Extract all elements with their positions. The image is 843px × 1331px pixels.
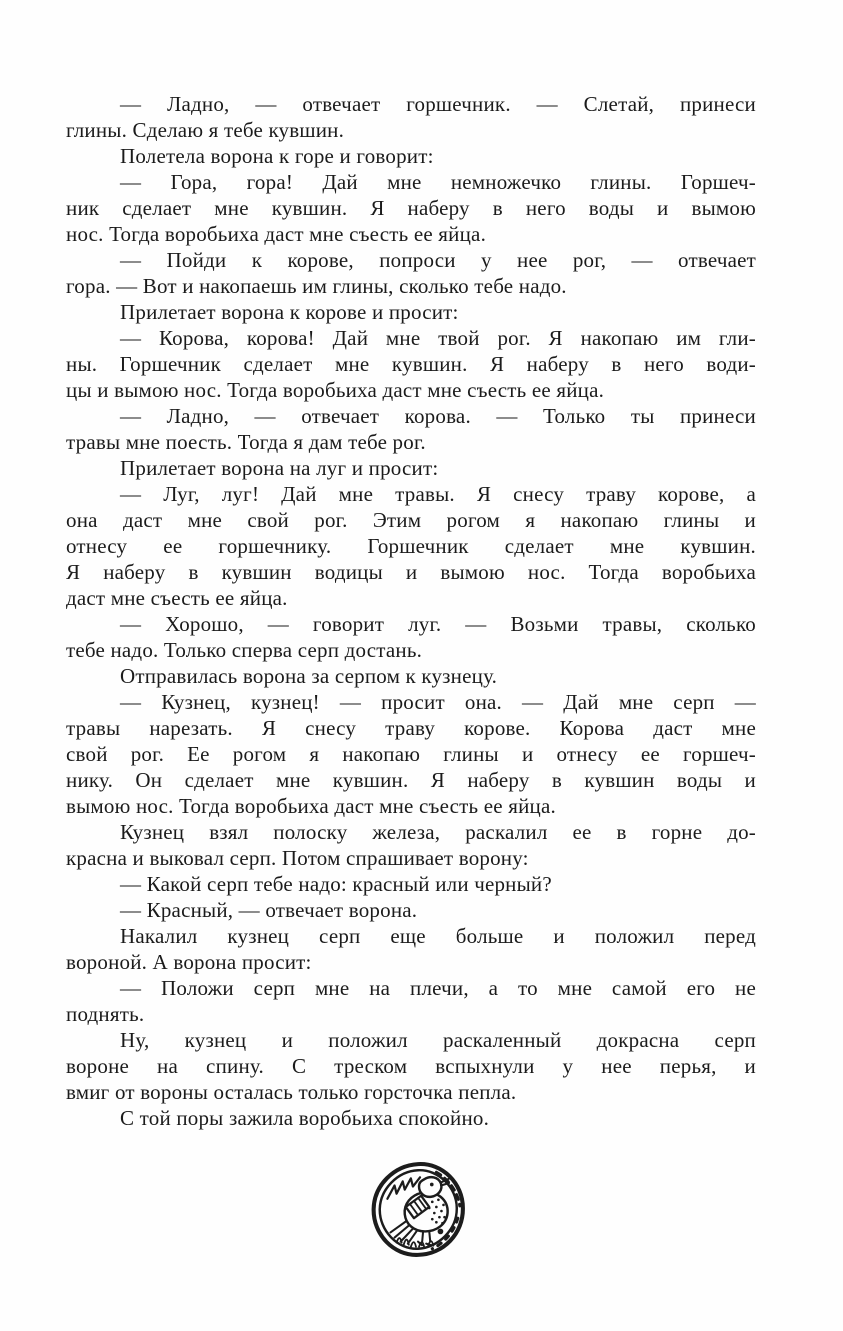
story-text — [66, 91, 756, 1131]
text-line: свой рог. Ее рогом я накопаю глины и отнесу ее горшеч- — [66, 742, 756, 766]
text-line: ны. Горшечник сделает мне кувшин. Я наберу в него води- — [66, 352, 756, 376]
text-line: — Кузнец, кузнец! — просит она. — Дай мне серп — — [120, 690, 756, 714]
text-line: — Красный, — отвечает ворона. — [120, 898, 418, 922]
text-line: — Корова, корова! Дай мне твой рог. Я накопаю им гли- — [120, 326, 756, 350]
text-line: Накалил кузнец серп еще больше и положил перед — [120, 924, 756, 948]
text-line: она даст мне свой рог. Этим рогом я накопаю глины и — [66, 508, 756, 532]
text-line: глины. Сделаю я тебе кувшин. — [66, 118, 345, 142]
text-line: красна и выковал серп. Потом спрашивает ворону: — [66, 846, 529, 870]
text-line: Отправилась ворона за серпом к кузнецу. — [120, 664, 498, 688]
text-line: вмиг от вороны осталась только горсточка пепла. — [66, 1080, 517, 1104]
text-line: — Какой серп тебе надо: красный или черный? — [120, 872, 552, 896]
text-line: травы нарезать. Я снесу траву корове. Корова даст мне — [66, 716, 756, 740]
text-line: Кузнец взял полоску железа, раскалил ее в горне до- — [120, 820, 756, 844]
text-line: нос. Тогда воробьиха даст мне съесть ее яйца. — [66, 222, 487, 246]
text-line: поднять. — [66, 1002, 145, 1026]
text-line: — Хорошо, — говорит луг. — Возьми травы, сколько — [120, 612, 756, 636]
text-line: даст мне съесть ее яйца. — [66, 586, 288, 610]
sparrow-stamp-icon — [367, 1158, 469, 1262]
text-line: Я наберу в кувшин водицы и вымою нос. Тогда воробьиха — [66, 560, 756, 584]
text-line: нику. Он сделает мне кувшин. Я наберу в кувшин воды и — [66, 768, 756, 792]
text-line: вороне на спину. С треском вспыхнули у нее перья, и — [66, 1054, 756, 1078]
bird-stamp-illustration — [367, 1158, 469, 1262]
text-line: вороной. А ворона просит: — [66, 950, 312, 974]
text-line: — Ладно, — отвечает горшечник. — Слетай, принеси — [120, 92, 756, 116]
text-line: — Гора, гора! Дай мне немножечко глины. Горшеч- — [120, 170, 756, 194]
text-line: вымою нос. Тогда воробьиха даст мне съесть ее яйца. — [66, 794, 556, 818]
text-line: Полетела ворона к горе и говорит: — [120, 144, 434, 168]
text-line: тебе надо. Только сперва серп достань. — [66, 638, 423, 662]
text-line: цы и вымою нос. Тогда воробьиха даст мне съесть ее яйца. — [66, 378, 605, 402]
text-line: — Луг, луг! Дай мне травы. Я снесу траву корове, а — [120, 482, 756, 506]
text-line: — Ладно, — отвечает корова. — Только ты принеси — [120, 404, 756, 428]
text-line: травы мне поесть. Тогда я дам тебе рог. — [66, 430, 426, 454]
text-line: ник сделает мне кувшин. Я наберу в него воды и вымою — [66, 196, 756, 220]
text-line: отнесу ее горшечнику. Горшечник сделает мне кувшин. — [66, 534, 756, 558]
text-line: — Положи серп мне на плечи, а то мне самой его не — [120, 976, 756, 1000]
text-line: гора. — Вот и накопаешь им глины, сколько тебе надо. — [66, 274, 567, 298]
text-line: Прилетает ворона к корове и просит: — [120, 300, 459, 324]
text-line: С той поры зажила воробьиха спокойно. — [120, 1106, 490, 1130]
text-line: Ну, кузнец и положил раскаленный докрасна серп — [120, 1028, 756, 1052]
text-line: Прилетает ворона на луг и просит: — [120, 456, 439, 480]
text-line: — Пойди к корове, попроси у нее рог, — отвечает — [120, 248, 756, 272]
